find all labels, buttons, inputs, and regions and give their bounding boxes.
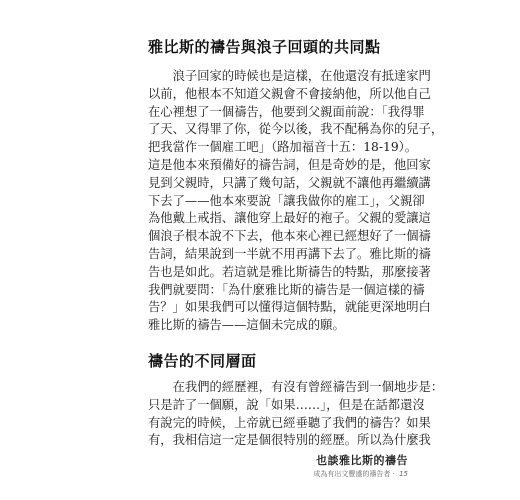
section-heading: 雅比斯的禱告與浪子回頭的共同點 (148, 38, 381, 56)
text-line: 了天、又得罪了你，從今以後，我不配稱為你的兒子， (148, 122, 444, 137)
text-line: 告？」如果我們可以懂得這個特點，就能更深地明白 (148, 300, 431, 315)
text-line: 以前，他根本不知道父親會不會接納他，所以他自己 (148, 86, 431, 101)
text-line: 把我當作一個雇工吧」（路加福音十五：18-19）。 (148, 140, 418, 155)
footer-subtitle: 成為有出文豐盛的禱告者 (313, 470, 391, 478)
page-number: 15 (399, 470, 408, 478)
text-line: 告也是如此。若這就是雅比斯禱告的特點，那麼接著 (148, 264, 431, 279)
text-line: 在心裡想了一個禱告，他要到父親面前說：「我得罪 (148, 104, 425, 119)
body-paragraph (148, 379, 444, 450)
text-line: 下去了——他本來要說「讓我做你的雇工」，父親卻 (148, 193, 425, 208)
footer-book-title: 也談雅比斯的禱告 (316, 454, 408, 467)
footer-subtitle-line: 成為有出文豐盛的禱告者 · 15 (313, 470, 408, 478)
text-line: 有，我相信這一定是個很特別的經歷。所以為什麼我 (148, 433, 431, 448)
text-line: 個浪子根本說不下去，他本來心裡已經想好了一個禱 (148, 229, 431, 244)
text-line: 雅比斯的禱告——這個未完成的願。 (148, 318, 345, 333)
text-line: 浪子回家的時候也是這樣，在他還沒有抵達家門 (148, 69, 431, 83)
text-line: 見到父親時，只講了幾句話，父親就不讓他再繼續講 (148, 175, 431, 190)
text-line: 這是他本來預備好的禱告詞，但是奇妙的是，他回家 (148, 157, 431, 172)
text-line: 只是許了一個願，說「如果……」，但是在話都還沒 (148, 397, 425, 412)
text-line: 告詞，結果說到一半就不用再講下去了。雅比斯的禱 (148, 246, 431, 261)
text-line: 為他戴上戒指、讓他穿上最好的袍子。父親的愛讓這 (148, 211, 431, 226)
text-line: 有說完的時候，上帝就已經垂聽了我們的禱告？如果 (148, 415, 431, 430)
body-paragraph (148, 68, 444, 335)
text-line: 我們就要問：「為什麼雅比斯的禱告是一個這樣的禱 (148, 282, 425, 297)
text-line: 在我們的經歷裡，有沒有曾經禱告到一個地步是： (148, 380, 444, 394)
section-heading: 禱告的不同層面 (148, 352, 257, 370)
running-footer (313, 452, 408, 479)
